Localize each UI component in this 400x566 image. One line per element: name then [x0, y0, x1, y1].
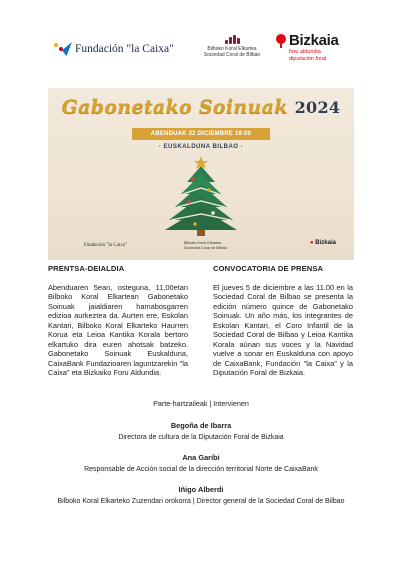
header-logos [48, 30, 354, 66]
christmas-tree-illustration [151, 152, 251, 242]
participant-name: Begoña de Ibarra [170, 421, 232, 430]
participant-name: Ana Garibi [182, 453, 220, 462]
bizkaia-logo [276, 32, 354, 62]
participant-role: Directora de cultura de la Diputación Foral de Bizkaia [118, 434, 284, 441]
press-call-spanish [213, 264, 353, 378]
fundacion-la-caixa-logo [54, 42, 174, 56]
banner-bizkaia-logo: ● Bizkaia [310, 240, 336, 246]
bizkaia-logo-text: Bizkaia [289, 32, 339, 49]
participants-section [40, 399, 362, 517]
sociedad-coral-logo [198, 35, 266, 58]
participant-role: Bilboko Koral Elkarteko Zuzendari orokorra | Director general de la Sociedad Coral de Bilbao [57, 498, 345, 505]
banner-title [48, 96, 354, 118]
bizkaia-logo-subtitle: foru aldundia diputación foral [289, 49, 327, 62]
banner-koral-logo: Bilboko Koral Elkartea Sociedad Coral de Bilbao [184, 241, 227, 250]
banner-bizkaia-text: Bizkaia [315, 240, 336, 246]
right-heading: CONVOCATORIA DE PRENSA [213, 264, 324, 273]
banner-venue: · EUSKALDUNA BILBAO · [158, 144, 244, 150]
participants-heading: Parte-hartzaileak | Intervienen [153, 399, 249, 408]
left-body: Abenduaren 5ean, osteguna, 11,00etan Bilboko Koral Elkartean Gabonetako Soinuak jaialdiaren hamabosgarren edizioa aurkeztea da. Aurten ere, Eskolan Kantari, Bilboko Koral Elkarteko Haurren Korua eta Leioa Kantika Korala bertoro elkartuko dira euren ahotsak batzeko. Gabonetako Soinuak Euskalduna, CaixaBank Fundazioaren laguntzarekin "la Caixa" eta Bizkaiko Foru Aldundia. [48, 282, 188, 377]
participant [40, 485, 362, 505]
banner-caixa-logo: Fundación "la Caixa" [84, 243, 127, 248]
press-call-basque [48, 264, 188, 378]
koral-bars-icon [223, 35, 241, 44]
event-banner [48, 88, 354, 260]
caixa-star-icon [54, 42, 72, 56]
koral-logo-text: Bilboko Koral Elkartea Sociedad Coral de Bilbao [203, 46, 261, 58]
left-heading: PRENTSA-DEIALDIA [48, 264, 125, 273]
participant-name: Iñigo Alberdi [178, 485, 224, 494]
banner-title-text: Gabonetako Soinuak [61, 96, 288, 118]
participant [40, 421, 362, 441]
banner-year: 2024 [294, 98, 341, 117]
participant-role: Responsable de Acción social de la dirección territorial Norte de CaixaBank [84, 466, 318, 473]
bizkaia-tree-icon [276, 34, 286, 48]
right-body: El jueves 5 de diciembre a las 11.00 en la Sociedad Coral de Bilbao se presenta la edición número quince de Gabonetako Soinuak. Un año más, los integrantes de Eskolan Kantari, el Coro Infantil de la Sociedad Coral de Bilbao y Leioa Kantika Korala aúnan sus voces y la Navidad vuelve a sonar en Euskalduna con apoyo de CaixaBank, Fundación "la Caixa" y la Diputación Foral de Bizkaia. [213, 282, 353, 377]
banner-date: ABENDUAK 22 DICIEMBRE 19:00 [132, 128, 270, 140]
participant [40, 453, 362, 473]
caixa-logo-text: Fundación "la Caixa" [75, 43, 174, 55]
